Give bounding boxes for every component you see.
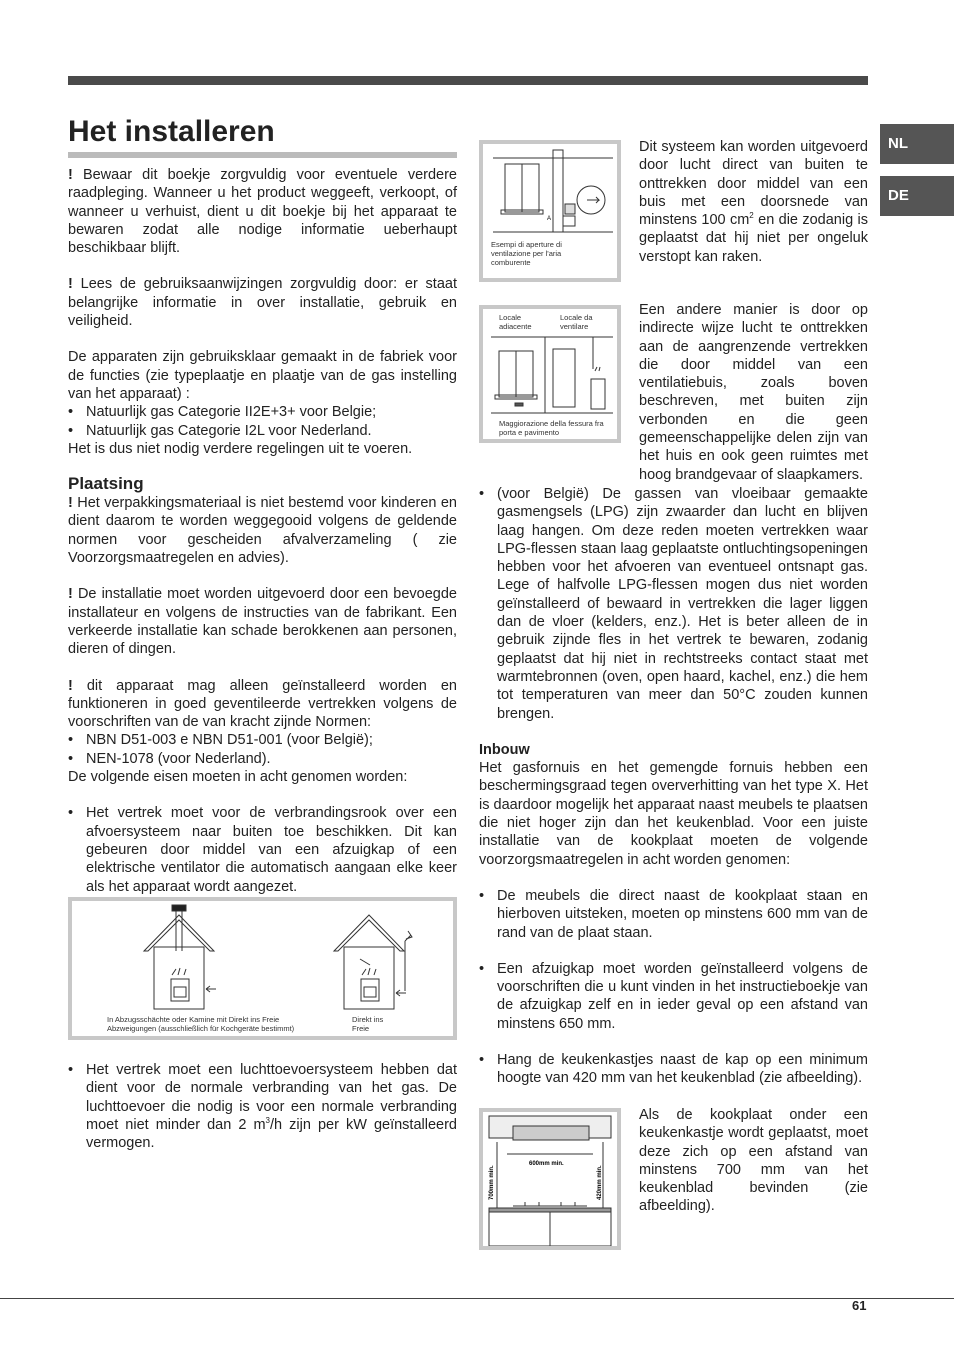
list-text: NEN-1078 (voor Nederland). (86, 750, 271, 767)
figure-caption: In Abzugsschächte oder Kamine mit Direkt ins Freie Abzweigungen (ausschließlich für Kochgeräte bestimmt) (107, 1015, 295, 1033)
list-text: Natuurlijk gas Categorie II2E+3+ voor Belgie; (86, 404, 377, 421)
paragraph-requirements: De volgende eisen moeten in acht genomen worden: (68, 769, 408, 786)
paragraph-factory-settings: De apparaten zijn gebruiksklaar gemaakt in de fabriek voor de functies (zie typeplaatje en plaatje van de gas instelling van het apparaat) : (68, 349, 457, 402)
label-a: A (547, 216, 552, 222)
right-column-main (479, 485, 868, 1088)
figure-caption: Direkt ins Freie (352, 1015, 384, 1033)
tab-nl[interactable]: NL (880, 124, 954, 164)
left-column (68, 166, 457, 896)
page-number: 61 (852, 1298, 867, 1313)
text: Bewaar dit boekje zorgvuldig voor eventuele verdere raadpleging. Wanneer u het product weggeeft, verkoopt, of wanneer u verhuist, dient u dit boekje bij het apparaat te bewaren zodat alle nodige informatie ueberhaupt beschikbaar blijft. (68, 167, 457, 257)
paragraph-inbouw: Het gasfornuis en het gemengde fornuis hebben een beschermingsgraad tegen oververhitting van het type X. Het is daardoor mogelijk het apparaat naast meubels te plaatsen die niet hoger zijn dan het keukenblad. Voor een juiste installatie van de kookplaat moeten de volgende voorzorgsmaatregelen in acht worden genomen: (479, 760, 868, 868)
paragraph-under-cabinet: Als de kookplaat onder een keukenkastje wordt geplaatst, moet deze zich op een afstand van minstens 700 mm van het keukenblad bevinden (zie afbeelding). (639, 1107, 868, 1215)
warning-mark: ! (68, 677, 73, 694)
list-text: Hang de keukenkastjes naast de kap op een minimum hoogte van 420 mm van het keukenblad (zie afbeelding). (497, 1052, 868, 1087)
tab-de[interactable]: DE (880, 176, 954, 216)
text: Lees de gebruiksaanwijzingen zorgvuldig door: er staat belangrijke informatie in over installatie, gebruik en veiligheid. (68, 276, 457, 330)
paragraph-read-instructions (68, 275, 457, 330)
figure-label: Locale adiacente (499, 313, 532, 331)
list-item: • NBN D51-003 e NBN D51-001 (voor België); (68, 731, 457, 749)
label-700mm: 700mm min. (489, 1165, 495, 1200)
superscript: 2 (749, 211, 754, 221)
paragraph-packaging (68, 494, 457, 567)
figure-caption: Esempi di aperture di ventilazione per l'aria comburente (491, 240, 562, 267)
figure-caption: Maggiorazione della fessura fra porta e pavimento (499, 419, 604, 437)
page-title: Het installeren (68, 114, 457, 158)
label-420mm: 420mm min. (597, 1165, 603, 1200)
paragraph-ventilated-rooms (68, 677, 457, 732)
right-column-text-1 (639, 138, 868, 266)
text: Het vertrek moet een luchttoevoersysteem hebben dat dient voor de normale verbranding van het gas. De luchttoevoer die nodig is voor een normale verbranding moet niet minder dan 2 m (86, 1062, 457, 1133)
list-text: Een afzuigkap moet worden geïnstalleerd volgens de voorschriften die u kunt vinden in het instructieboekje van de afzuigkap zelf en in ieder geval op een afstand van minstens 650 mm. (497, 960, 868, 1032)
list-item: • (voor België) De gassen van vloeibaar gemaakte gasmengsels (LPG) zijn zwaarder dan lucht en blijven laag hangen. Om deze reden moeten vertrekken waar LPG-flessen staan laag geplaatste ontluchtingsopeningen hebben voor het afvoeren van eventueel ontsnapt gas. Lege of halfvolle LPG-flessen mogen dus niet worden geïnstalleerd of bewaard in vertrekken die lager liggen dan de vloer (kelders, enz.). Het is beter alleen de in gebruik zijnde fles in het vertrek te bewaren, zodanig geplaatst dat hij niet in rechtstreeks contact staat met warmtebronnen (oven, open haard, kachel, enz.) die hem tot temperaturen van meer dan 50°C zouden kunnen brengen. (479, 486, 868, 722)
text: Het verpakkingsmateriaal is niet bestemd voor kinderen en dient daarom te worden weggegooid volgens de geldende normen voor gescheiden afvalverzameling ( zie Voorzorgsmaatregelen en advies). (68, 495, 457, 567)
paragraph-indirect-air: Een andere manier is door op indirecte wijze lucht te onttrekken aan de aangrenzende vertrekken die door middel van een ventilatiebuis, zoals boven beschreven, met buiten zijn verbonden en die geen gemeenschappelijke delen zijn van het huis en ook geen ruimtes met hoog brandgevaar of slaapkamers. (639, 302, 868, 483)
figure-kitchen-distances (479, 1108, 621, 1250)
label-600mm: 600mm min. (529, 1161, 564, 1167)
text: dit apparaat mag alleen geïnstalleerd worden en funktioneren in goed geventileerde vertrekken volgens de voorschriften van de van kracht zijnde Normen: (68, 677, 457, 731)
paragraph-direct-air (639, 138, 868, 266)
list-item: • Natuurlijk gas Categorie II2E+3+ voor Belgie; (68, 403, 457, 421)
figure-ventilation-openings (479, 140, 621, 282)
list-item: • Hang de keukenkastjes naast de kap op een minimum hoogte van 420 mm van het keukenblad (zie afbeelding). (479, 1052, 868, 1087)
left-column-bottom (68, 1061, 457, 1152)
paragraph-keep-booklet (68, 166, 457, 257)
list-text: NBN D51-003 e NBN D51-001 (voor België); (86, 732, 373, 749)
superscript: 3 (265, 1116, 270, 1126)
list-item: • Het vertrek moet een luchttoevoersysteem hebben dat dient voor de normale verbranding van het gas. De luchttoevoer die nodig is voor een normale verbranding moet niet minder dan 2 $m^3/h$ zijn per kW geïnstalleerd vermogen. (68, 1062, 457, 1152)
list-text: Het vertrek moet voor de verbrandingsrook over een afvoersysteem naar buiten toe beschikken. Dit kan gebeuren door middel van een afzuigkap of een elektrische ventilator die automatisch aangaan elke keer als het apparaat wordt aangezet. (86, 805, 457, 895)
list-item: • Natuurlijk gas Categorie I2L voor Nederland. (68, 422, 457, 440)
warning-mark: ! (68, 495, 73, 512)
figure-label: Locale da ventilare (560, 313, 593, 331)
heading-inbouw: Inbouw (479, 741, 530, 758)
paragraph-installer (68, 585, 457, 658)
heading-plaatsing: Plaatsing (68, 474, 144, 494)
top-rule (68, 76, 868, 85)
right-column-text-2 (639, 301, 868, 484)
figure-adjacent-room (479, 305, 621, 443)
list-item: • Een afzuigkap moet worden geïnstalleerd volgens de voorschriften die u kunt vinden in het instructieboekje van de afzuigkap zelf en in ieder geval op een afstand van minstens 650 mm. (479, 960, 868, 1032)
text: en die zodanig is geplaatst dat hij niet per ongeluk verstopt kan raken. (639, 212, 868, 265)
warning-mark: ! (68, 276, 73, 293)
list-text: (voor België) De gassen van vloeibaar gemaakte gasmengsels (LPG) zijn zwaarder dan lucht en blijven laag hangen. Om deze reden moeten vertrekken waar LPG-flessen staan laag geplaatste ontluchtingsopeningen hebben voor het afvoeren van eventueel ontsnapt gas. Lege of halfvolle LPG-flessen mogen dus niet worden geïnstalleerd of bewaard in vertrekken die lager liggen dan de vloer (kelders, enz.). Het is beter alleen de in gebruik zijnde fles in het vertrek te bewaren, zodanig geplaatst dat hij niet in rechtstreeks contact staat met warmtebronnen (oven, open haard, kachel, enz.) die hem tot temperaturen van meer dan 50°C zouden kunnen brengen. (497, 486, 868, 722)
bottom-rule (0, 1298, 954, 1299)
figure-exhaust-houses (68, 897, 457, 1040)
right-column-text-3 (639, 1106, 868, 1216)
list-text: Natuurlijk gas Categorie I2L voor Nederland. (86, 422, 372, 439)
list-item: • Het vertrek moet voor de verbrandingsrook over een afvoersysteem naar buiten toe beschikken. Dit kan gebeuren door middel van een afzuigkap of een elektrische ventilator die automatisch aangaan elke keer als het apparaat wordt aangezet. (68, 805, 457, 895)
text: /h zijn per kW geïnstalleerd vermogen. (86, 1116, 457, 1152)
warning-mark: ! (68, 586, 73, 603)
list-item: • De meubels die direct naast de kookplaat staan en hierboven uitsteken, moeten op minstens 600 mm van de rand van de plaat staan. (479, 887, 868, 941)
list-text: De meubels die direct naast de kookplaat staan en hierboven uitsteken, moeten op minstens 600 mm van de rand van de plaat staan. (497, 887, 868, 941)
kitchen-distances-illustration (483, 1112, 617, 1246)
paragraph-no-adjustments: Het is dus niet nodig verdere regelingen uit te voeren. (68, 440, 413, 457)
list-item: • NEN-1078 (voor Nederland). (68, 750, 457, 768)
text: De installatie moet worden uitgevoerd door een bevoegde installateur en volgens de instructies van de fabrikant. Een verkeerde installatie kan schade berokkenen aan personen, dieren of dingen. (68, 586, 457, 658)
warning-mark: ! (68, 167, 73, 183)
text: Dit systeem kan worden uitgevoerd door lucht direct van buiten te onttrekken door middel van een buis met een doorsnede van minstens 100 cm (639, 139, 868, 229)
